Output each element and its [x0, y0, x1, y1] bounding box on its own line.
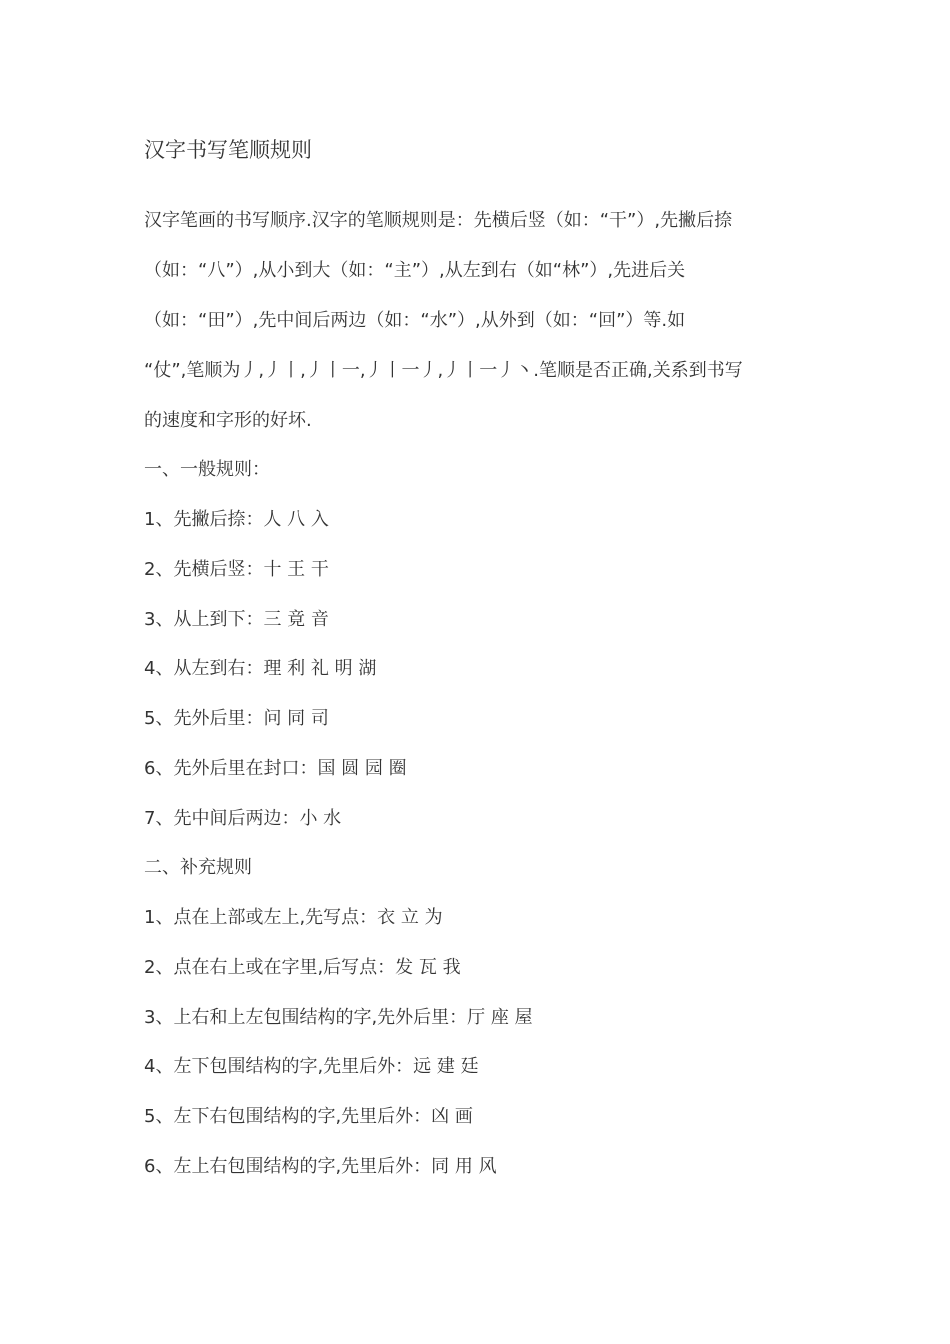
general-rule-6: 6、先外后里在封口：国 圆 园 圈 [144, 758, 407, 779]
general-rule-1: 1、先撇后捺：人 八 入 [144, 509, 329, 530]
intro-line-4: “仗”,笔顺为丿,丿丨,丿丨一,丿丨一丿,丿丨一丿丶.笔顺是否正确,关系到书写 [144, 360, 743, 381]
general-rule-4: 4、从左到右：理 利 礼 明 湖 [144, 658, 377, 679]
supplementary-rule-6: 6、左上右包围结构的字,先里后外：同 用 风 [144, 1156, 497, 1177]
supplementary-rule-5: 5、左下右包围结构的字,先里后外：凶 画 [144, 1106, 473, 1127]
general-rule-5: 5、先外后里：问 同 司 [144, 708, 329, 729]
general-rule-7: 7、先中间后两边：小 水 [144, 808, 342, 829]
intro-line-2: （如：“八”）,从小到大（如：“主”）,从左到右（如“林”）,先进后关 [144, 260, 686, 281]
supplementary-rules-heading: 二、补充规则 [144, 857, 252, 878]
supplementary-rule-1: 1、点在上部或左上,先写点：衣 立 为 [144, 907, 443, 928]
document-title: 汉字书写笔顺规则 [144, 138, 312, 162]
supplementary-rule-3: 3、上右和上左包围结构的字,先外后里：厅 座 屋 [144, 1007, 533, 1028]
intro-line-3: （如：“田”）,先中间后两边（如：“水”）,从外到（如：“回”）等.如 [144, 310, 686, 331]
general-rule-2: 2、先横后竖：十 王 干 [144, 559, 329, 580]
supplementary-rule-4: 4、左下包围结构的字,先里后外：远 建 廷 [144, 1056, 479, 1077]
intro-line-1: 汉字笔画的书写顺序.汉字的笔顺规则是：先横后竖（如：“干”）,先撇后捺 [144, 210, 733, 231]
general-rule-3: 3、从上到下：三 竟 音 [144, 609, 329, 630]
general-rules-heading: 一、一般规则： [144, 459, 270, 480]
supplementary-rule-2: 2、点在右上或在字里,后写点：发 瓦 我 [144, 957, 461, 978]
intro-line-5: 的速度和字形的好坏. [144, 410, 312, 431]
